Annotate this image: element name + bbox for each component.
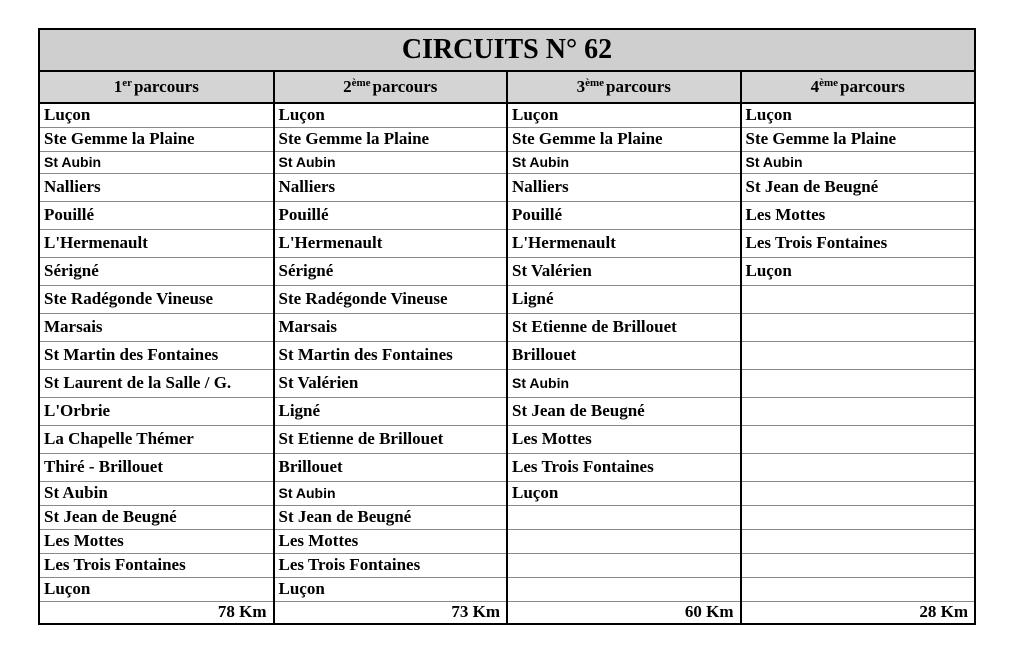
town-cell: Ste Gemme la Plaine (40, 127, 274, 151)
town-cell: Les Trois Fontaines (741, 229, 975, 257)
town-cell: Luçon (741, 103, 975, 127)
distance-total: 73 Km (274, 601, 508, 623)
table-body (40, 103, 974, 623)
town-cell: Ste Radégonde Vineuse (274, 285, 508, 313)
column-ordinal: ème (585, 77, 605, 89)
town-cell: Nalliers (507, 173, 741, 201)
town-cell: Ste Radégonde Vineuse (40, 285, 274, 313)
column-header-4 (741, 72, 975, 103)
town-cell (741, 313, 975, 341)
town-cell: Pouillé (274, 201, 508, 229)
town-cell: St Aubin (40, 481, 274, 505)
town-cell: St Jean de Beugné (741, 173, 975, 201)
table-row (40, 151, 974, 173)
town-cell: Luçon (741, 257, 975, 285)
town-cell: L'Orbrie (40, 397, 274, 425)
town-cell: Ste Gemme la Plaine (741, 127, 975, 151)
town-cell (741, 577, 975, 601)
town-cell: St Aubin (507, 151, 741, 173)
table-row (40, 229, 974, 257)
header-row (40, 72, 974, 103)
table-row (40, 369, 974, 397)
town-cell: Sérigné (40, 257, 274, 285)
town-cell: Brillouet (274, 453, 508, 481)
town-cell (741, 397, 975, 425)
town-cell (741, 425, 975, 453)
town-cell: St Laurent de la Salle / G. (40, 369, 274, 397)
table-row (40, 529, 974, 553)
town-cell: St Etienne de Brillouet (274, 425, 508, 453)
table-row (40, 577, 974, 601)
town-cell: St Martin des Fontaines (40, 341, 274, 369)
town-cell: Marsais (274, 313, 508, 341)
column-header-2 (274, 72, 508, 103)
circuits-sheet (38, 28, 976, 625)
town-cell: Les Mottes (741, 201, 975, 229)
table-row (40, 127, 974, 151)
table-row (40, 397, 974, 425)
column-label: parcours (606, 77, 671, 96)
column-ordinal: ème (819, 77, 839, 89)
column-label: parcours (840, 77, 905, 96)
town-cell: St Martin des Fontaines (274, 341, 508, 369)
column-label: parcours (372, 77, 438, 96)
town-cell: Ligné (507, 285, 741, 313)
town-cell: Les Trois Fontaines (507, 453, 741, 481)
town-cell: Pouillé (507, 201, 741, 229)
town-cell: Luçon (507, 481, 741, 505)
town-cell: La Chapelle Thémer (40, 425, 274, 453)
town-cell (507, 577, 741, 601)
town-cell: St Aubin (274, 151, 508, 173)
town-cell: Nalliers (274, 173, 508, 201)
town-cell (741, 285, 975, 313)
table-row (40, 425, 974, 453)
distance-row (40, 601, 974, 623)
town-cell: Luçon (40, 103, 274, 127)
town-cell (741, 553, 975, 577)
town-cell: St Aubin (741, 151, 975, 173)
distance-total: 60 Km (507, 601, 741, 623)
town-cell: Les Trois Fontaines (274, 553, 508, 577)
table-row (40, 341, 974, 369)
town-cell: St Etienne de Brillouet (507, 313, 741, 341)
distance-total: 78 Km (217, 602, 267, 622)
town-cell: Luçon (507, 103, 741, 127)
town-cell (507, 553, 741, 577)
distance-total: 28 Km (741, 601, 975, 623)
town-cell (741, 505, 975, 529)
town-cell: Les Trois Fontaines (40, 553, 274, 577)
town-cell (741, 341, 975, 369)
town-cell: Nalliers (40, 173, 274, 201)
town-cell (507, 505, 741, 529)
town-cell (741, 369, 975, 397)
table-row (40, 313, 974, 341)
town-cell: St Valérien (274, 369, 508, 397)
column-number: 2 (343, 77, 352, 96)
town-cell: St Valérien (507, 257, 741, 285)
column-number: 1 (113, 77, 123, 96)
town-cell: L'Hermenault (507, 229, 741, 257)
town-cell: Luçon (274, 577, 508, 601)
column-header-3 (507, 72, 741, 103)
town-cell: Les Mottes (507, 425, 741, 453)
town-cell (507, 529, 741, 553)
table-row (40, 285, 974, 313)
town-cell: Les Mottes (274, 529, 508, 553)
town-cell (741, 529, 975, 553)
sheet-title: CIRCUITS N° 62 (40, 30, 974, 72)
town-cell: Luçon (274, 103, 508, 127)
town-cell: St Aubin (507, 369, 741, 397)
town-cell: Pouillé (40, 201, 274, 229)
column-label: parcours (133, 77, 199, 96)
table-row (40, 453, 974, 481)
table-row (40, 481, 974, 505)
table-row (40, 201, 974, 229)
town-cell: Ste Gemme la Plaine (507, 127, 741, 151)
town-cell: St Jean de Beugné (507, 397, 741, 425)
town-cell: Ste Gemme la Plaine (274, 127, 508, 151)
town-cell: L'Hermenault (274, 229, 508, 257)
town-cell: L'Hermenault (40, 229, 274, 257)
town-cell: Sérigné (274, 257, 508, 285)
town-cell: Les Mottes (40, 529, 274, 553)
column-ordinal: er (122, 77, 132, 89)
table-row (40, 553, 974, 577)
town-cell: Thiré - Brillouet (40, 453, 274, 481)
circuits-table (40, 72, 974, 623)
column-ordinal: ème (351, 77, 371, 89)
table-row (40, 103, 974, 127)
town-cell: St Jean de Beugné (274, 505, 508, 529)
table-row (40, 257, 974, 285)
town-cell: Marsais (40, 313, 274, 341)
table-row (40, 505, 974, 529)
town-cell (741, 481, 975, 505)
town-cell: St Aubin (274, 481, 508, 505)
column-number: 4 (810, 77, 820, 96)
town-cell: Ligné (274, 397, 508, 425)
town-cell: St Aubin (40, 151, 274, 173)
town-cell (741, 453, 975, 481)
town-cell: Luçon (40, 577, 274, 601)
town-cell: St Jean de Beugné (40, 505, 274, 529)
column-header-1 (40, 72, 274, 103)
town-cell: Brillouet (507, 341, 741, 369)
table-row (40, 173, 974, 201)
column-number: 3 (576, 77, 586, 96)
